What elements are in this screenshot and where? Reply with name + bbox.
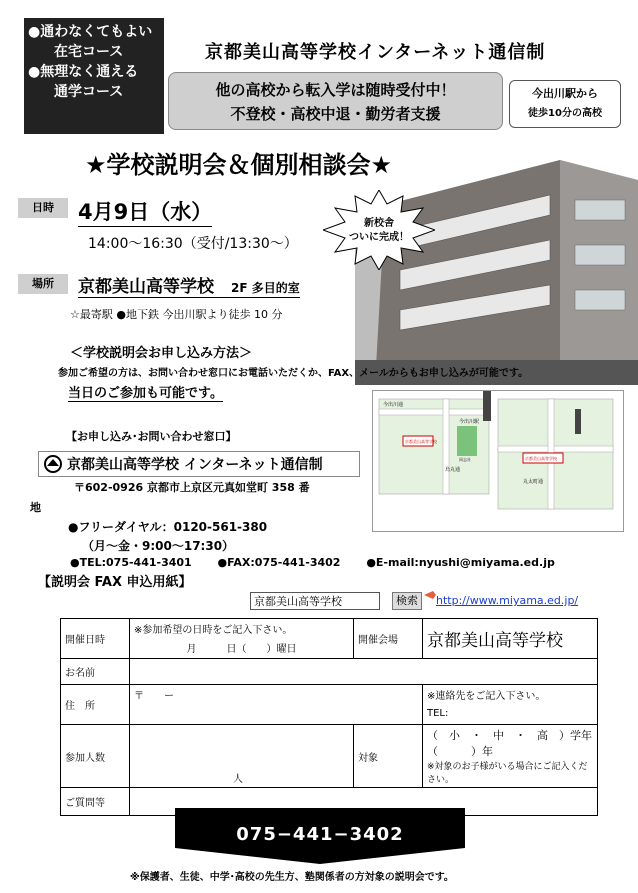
access-line-2: 徒歩10分の高校	[528, 108, 602, 119]
apply-heading: ＜学校説明会お申し込み方法＞	[70, 346, 253, 361]
transfer-line-2: 不登校・高校中退・勤労者支援	[230, 105, 441, 123]
new-school-line-2: ついに完成！	[349, 232, 409, 243]
access-map	[372, 390, 624, 532]
fax-form-table	[60, 618, 598, 816]
date-note: ※参加希望の日時をご記入下さい。	[134, 625, 293, 636]
target-value: （ 小 ・ 中 ・ 高 ）学年（ ）年	[427, 729, 592, 758]
free-dial: ●フリーダイヤル：0120-561-380	[68, 520, 268, 534]
name-field[interactable]	[130, 659, 598, 685]
tel-label: TEL:	[427, 708, 449, 719]
apply-text: 参加ご希望の方は、お問い合わせ窓口にお電話いただくか、FAX、メールからもお申し込みが可能です。	[58, 368, 529, 379]
logo-text: 京都美山高等学校 インターネット通信制	[67, 457, 323, 473]
address-label: 住 所	[61, 685, 130, 725]
station-info: ☆最寄駅 ●地下鉄 今出川駅より徒歩 10 分	[70, 308, 283, 321]
venue-school: 京都美山高等学校	[78, 277, 214, 297]
map-label-school-2: 京都美山高等学校	[525, 456, 557, 461]
school-emblem-icon	[43, 454, 63, 474]
date-label: 開催日時	[61, 619, 130, 659]
venue-label: 開催会場	[354, 619, 423, 659]
contact-note: ※連絡先をご記入下さい。	[427, 691, 546, 702]
question-label: ご質問等	[61, 788, 130, 816]
website-link[interactable]: http://www.miyama.ed.jp/	[436, 594, 579, 607]
access-box	[509, 80, 621, 128]
venue-tag: 場所	[18, 274, 68, 294]
school-title: 京都美山高等学校インターネット通信制	[205, 42, 546, 63]
date-tag: 日時	[18, 198, 68, 218]
venue-name	[78, 272, 300, 298]
people-unit: 人	[233, 774, 243, 785]
course-line-3: ●無理なく通える	[28, 64, 139, 80]
name-label: お名前	[61, 659, 130, 685]
venue-room: 2F 多目的室	[231, 281, 300, 295]
course-box	[24, 18, 164, 134]
pointer-hand-icon	[423, 588, 437, 602]
new-school-line-1: 新校舎	[364, 218, 394, 229]
tel: ●TEL:075-441-3401	[70, 556, 192, 569]
course-line-4: 通学コース	[54, 84, 124, 100]
event-date: 4月9日（水）	[78, 196, 212, 227]
date-fill: 月 日（ ）曜日	[186, 644, 297, 655]
map-label-marutamachi: 丸太町通	[523, 479, 544, 485]
date-cell[interactable]	[130, 619, 354, 659]
transfer-line-1: 他の高校から転入学は随時受付中！	[215, 81, 456, 99]
new-school-starburst	[323, 190, 435, 270]
event-time: 14:00～16:30（受付/13:30～）	[88, 236, 298, 252]
course-line-2: 在宅コース	[54, 44, 124, 60]
map-label-school: 京都美山高等学校	[405, 439, 437, 444]
search-input[interactable]: 京都美山高等学校	[250, 592, 380, 610]
contact-heading: 【お申し込み･お問い合わせ窓口】	[66, 430, 237, 443]
fax: ●FAX:075-441-3402	[217, 556, 341, 569]
target-note: ※対象のお子様がいる場合にご記入ください。	[427, 762, 588, 785]
address: 〒602-0926 京都市上京区元真如堂町 358 番	[74, 481, 310, 494]
headline: ★学校説明会＆個別相談会★	[85, 151, 393, 179]
course-line-1: ●通わなくてもよい	[28, 24, 153, 40]
map-label-karasuma: 烏丸通	[445, 467, 461, 473]
address-field[interactable]: 〒 ー	[130, 685, 423, 725]
fax-number: 075−441−3402	[236, 824, 404, 845]
map-label-street: 今出川通	[383, 402, 404, 408]
people-label: 参加人数	[61, 725, 130, 788]
footer-note: ※保護者、生徒、中学･高校の先生方、塾関係者の方対象の説明会です。	[130, 872, 454, 883]
sameday-note: 当日のご参加も可能です。	[68, 382, 223, 402]
target-field[interactable]	[423, 725, 598, 788]
search-button[interactable]: 検索	[392, 592, 422, 610]
email[interactable]: ●E-mail:nyushi@miyama.ed.jp	[366, 556, 555, 569]
venue-value: 京都美山高等学校	[423, 619, 598, 659]
contact-field[interactable]	[423, 685, 598, 725]
people-field[interactable]	[130, 725, 354, 788]
address-cont: 地	[30, 501, 41, 514]
transfer-box	[168, 72, 503, 130]
school-logo	[38, 451, 360, 477]
fax-form-heading: 【説明会 FAX 申込用紙】	[38, 575, 192, 590]
target-label: 対象	[354, 725, 423, 788]
free-dial-hours: （月～金・9:00～17:30）	[82, 539, 235, 553]
contact-line	[70, 556, 555, 569]
map-label-doshisha: 同志社	[459, 457, 471, 462]
access-line-1: 今出川駅から	[532, 87, 598, 100]
map-label-station: 今出川駅	[459, 419, 480, 425]
